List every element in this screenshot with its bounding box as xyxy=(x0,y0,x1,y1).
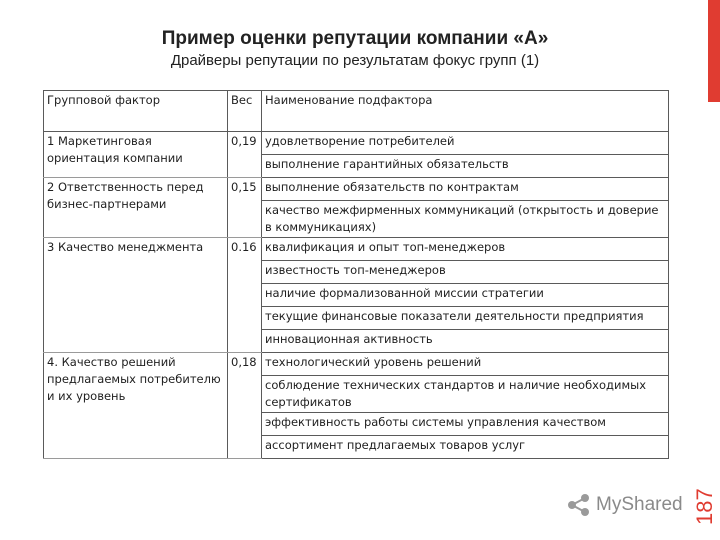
page-number: 187 xyxy=(692,488,717,525)
table-body xyxy=(44,132,669,459)
table-row xyxy=(44,353,669,376)
watermark-text: MyShared xyxy=(596,494,683,515)
table-row xyxy=(44,132,669,155)
subfactor-cell: известность топ-менеджеров xyxy=(262,261,669,284)
accent-band xyxy=(708,0,720,102)
share-icon xyxy=(566,493,592,517)
slide-subtitle: Драйверы репутации по результатам фокус групп (1) xyxy=(170,52,540,69)
subfactor-cell: выполнение обязательств по контрактам xyxy=(262,178,669,201)
reputation-drivers-table xyxy=(43,90,669,459)
weight-cell: 0,18 xyxy=(228,353,262,459)
header-group-factor: Групповой фактор xyxy=(44,91,228,132)
subfactor-cell: эффективность работы системы управления качеством xyxy=(262,413,669,436)
subfactor-cell: удовлетворение потребителей xyxy=(262,132,669,155)
weight-cell: 0,15 xyxy=(228,178,262,238)
weight-cell: 0,19 xyxy=(228,132,262,178)
subfactor-cell: технологический уровень решений xyxy=(262,353,669,376)
table-row xyxy=(44,238,669,261)
subfactor-cell: наличие формализованной миссии стратегии xyxy=(262,284,669,307)
header-weight: Вес xyxy=(228,91,262,132)
group-factor-cell: 4. Качество решений предлагаемых потребителю и их уровень xyxy=(44,353,228,459)
subfactor-cell: ассортимент предлагаемых товаров услуг xyxy=(262,436,669,459)
subfactor-cell: соблюдение технических стандартов и наличие необходимых сертификатов xyxy=(262,376,669,413)
group-factor-cell: 2 Ответственность перед бизнес-партнерами xyxy=(44,178,228,238)
myshared-watermark xyxy=(566,492,683,518)
header-subfactor: Наименование подфактора xyxy=(262,91,669,132)
scanned-table-image xyxy=(43,90,669,490)
subfactor-cell: качество межфирменных коммуникаций (открытость и доверие в коммуникациях) xyxy=(262,201,669,238)
scan-edge-fade xyxy=(43,484,669,490)
weight-cell: 0.16 xyxy=(228,238,262,353)
subfactor-cell: инновационная активность xyxy=(262,330,669,353)
slide-title: Пример оценки репутации компании «А» xyxy=(161,28,549,49)
subfactor-cell: выполнение гарантийных обязательств xyxy=(262,155,669,178)
group-factor-cell: 1 Маркетинговая ориентация компании xyxy=(44,132,228,178)
subfactor-cell: текущие финансовые показатели деятельности предприятия xyxy=(262,307,669,330)
table-header-row xyxy=(44,91,669,132)
table-row xyxy=(44,178,669,201)
group-factor-cell: 3 Качество менеджмента xyxy=(44,238,228,353)
subfactor-cell: квалификация и опыт топ-менеджеров xyxy=(262,238,669,261)
